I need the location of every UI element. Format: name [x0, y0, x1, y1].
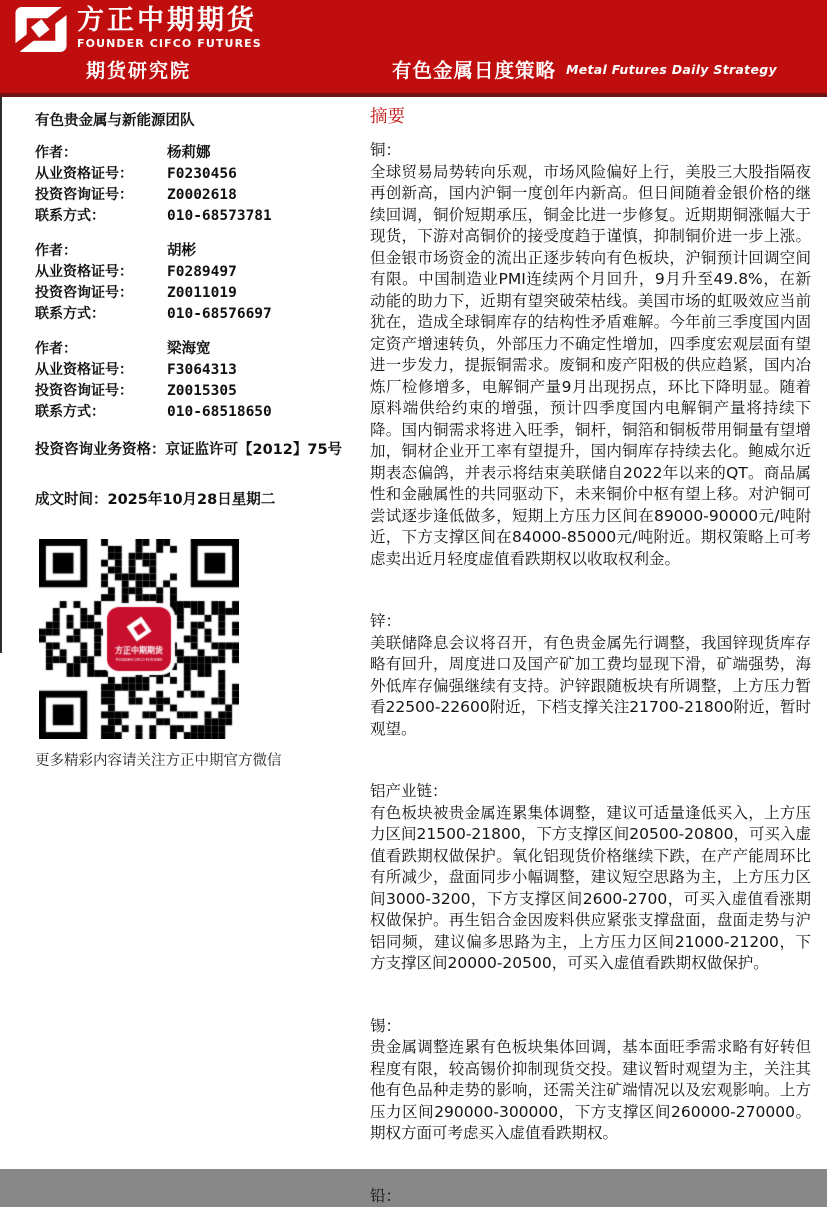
- field-value: Z0002618: [167, 188, 237, 203]
- author-row: [35, 188, 370, 203]
- field-value: 010-68576697: [167, 307, 272, 322]
- brand-text: [77, 6, 262, 50]
- field-value: 梁海宽: [167, 342, 211, 357]
- field-value: Z0011019: [167, 286, 237, 301]
- author-block: [35, 146, 370, 224]
- brand-block: [14, 6, 262, 53]
- author-row: [35, 384, 370, 399]
- qr-caption: 更多精彩内容请关注方正中期官方微信: [35, 749, 335, 770]
- field-label: 联系方式：: [35, 307, 167, 322]
- brand-name-cn: 方正中期期货: [77, 6, 262, 36]
- report-title-cn: 有色金属日度策略: [392, 55, 556, 83]
- author-row: [35, 265, 370, 280]
- field-value: F0230456: [167, 167, 237, 182]
- author-sidebar: [35, 107, 370, 1207]
- summary-section-aluminium: [370, 781, 811, 975]
- team-title: 有色贵金属与新能源团队: [35, 109, 370, 130]
- author-row: [35, 209, 370, 224]
- summary-section-lead: [370, 1186, 811, 1207]
- field-label: 从业资格证号：: [35, 167, 167, 182]
- division-title: 期货研究院: [86, 56, 191, 83]
- field-label: 联系方式：: [35, 405, 167, 420]
- section-title: 铅：: [370, 1186, 811, 1207]
- author-row: [35, 167, 370, 182]
- field-label: 从业资格证号：: [35, 363, 167, 378]
- summary-section-copper: [370, 140, 811, 570]
- section-body: 贵金属调整连累有色板块集体回调，基本面旺季需求略有好转但程度有限，较高锡价抑制现货交投。建议暂时观望为主，关注其他有色品种走势的影响，还需关注矿端情况以及宏观影响。上方压力区间290000-300000，下方支撑区间260000-270000。期权方面可考虑买入虚值看跌期权。: [370, 1037, 811, 1145]
- report-date: 成文时间：2025年10月28日星期二: [35, 488, 370, 509]
- section-title: 铜：: [370, 140, 811, 162]
- field-label: 作者：: [35, 342, 167, 357]
- field-label: 联系方式：: [35, 209, 167, 224]
- field-label: 投资咨询证号：: [35, 384, 167, 399]
- field-value: F0289497: [167, 265, 237, 280]
- field-label: 投资咨询证号：: [35, 188, 167, 203]
- author-row: [35, 405, 370, 420]
- founder-logo-icon: [14, 6, 68, 53]
- section-body: 有色板块被贵金属连累集体调整，建议可适量逢低买入，上方压力区间21500-21800，下方支撑区间20500-20800，可买入虚值看跌期权做保护。氧化铝现货价格继续下跌，在产产能周环比有所减少，盘面同步小幅调整，建议短空思路为主，上方压力区间3000-3200，下方支撑区间2600-2700，可买入虚值看涨期权做保护。再生铝合金因废料供应紧张支撑盘面，盘面走势与沪铝同频，建议偏多思路为主，上方压力区间21000-21200，下方支撑区间20000-20500，可买入虚值看跌期权做保护。: [370, 803, 811, 975]
- page-body: [0, 97, 827, 1207]
- author-block: [35, 244, 370, 322]
- brand-name-en: FOUNDER CIFCO FUTURES: [77, 37, 262, 50]
- summary-section-tin: [370, 1016, 811, 1145]
- section-body: 全球贸易局势转向乐观，市场风险偏好上行，美股三大股指隔夜再创新高，国内沪铜一度创年内新高。但日间随着金银价格的继续回调，铜价短期承压，铜金比进一步修复。近期期铜涨幅大于现货，下游对高铜价的接受度趋于谨慎，抑制铜价进一步上涨。但金银市场资金的流出正逐步转向有色板块，沪铜预计回调空间有限。中国制造业PMI连续两个月回升，9月升至49.8%，在新动能的助力下，近期有望突破荣枯线。美国市场的虹吸效应当前犹在，造成全球铜库存的结构性矛盾难解。今年前三季度国内固定资产增速转负，外部压力不确定性增加，四季度宏观层面有望进一步发力，提振铜需求。废铜和废产阳极的供应趋紧，国内冶炼厂检修增多，电解铜产量9月出现拐点，环比下降明显。随着原料端供给约束的增强，预计四季度国内电解铜产量将持续下降。国内铜需求将进入旺季，铜杆，铜箔和铜板带用铜量有望增加，铜材企业开工率有望提升，国内铜库存持续去化。鲍威尔近期表态偏鸽，并表示将结束美联储自2022年以来的QT。商品属性和金融属性的共同驱动下，未来铜价中枢有望上移。对沪铜可尝试逐步逢低做多，短期上方压力区间在89000-90000元/吨附近，下方支撑区间在84000-85000元/吨附近。期权策略上可考虑卖出近月轻度虚值看跌期权以收取权利金。: [370, 162, 811, 571]
- field-label: 作者：: [35, 146, 167, 161]
- field-value: 010-68518650: [167, 405, 272, 420]
- field-value: Z0015305: [167, 384, 237, 399]
- author-row: [35, 146, 370, 161]
- field-value: 010-68573781: [167, 209, 272, 224]
- author-row: [35, 244, 370, 259]
- field-label: 从业资格证号：: [35, 265, 167, 280]
- qr-block: [35, 539, 335, 770]
- field-label: 作者：: [35, 244, 167, 259]
- business-qualification: 投资咨询业务资格：京证监许可【2012】75号: [35, 440, 370, 460]
- header-band: [0, 0, 827, 97]
- scan-edge-artifact: [0, 97, 2, 653]
- author-row: [35, 342, 370, 357]
- report-title-en: Metal Futures Daily Strategy: [566, 62, 777, 77]
- field-value: F3064313: [167, 363, 237, 378]
- qr-code: [39, 539, 239, 739]
- summary-heading: 摘要: [370, 107, 811, 127]
- author-row: [35, 286, 370, 301]
- field-value: 杨莉娜: [167, 146, 211, 161]
- section-body: 美联储降息会议将召开，有色贵金属先行调整，我国锌现货库存略有回升，周度进口及国产矿加工费均显现下滑，矿端强势，海外低库存偏强继续有支持。沪锌跟随板块有所调整，上方压力暂看22500-22600附近，下档支撑关注21700-21800附近，暂时观望。: [370, 633, 811, 741]
- summary-section-zinc: [370, 611, 811, 740]
- author-block: [35, 342, 370, 420]
- field-value: 胡彬: [167, 244, 196, 259]
- section-title: 锡：: [370, 1016, 811, 1038]
- author-row: [35, 307, 370, 322]
- summary-column: [370, 107, 811, 1207]
- field-label: 投资咨询证号：: [35, 286, 167, 301]
- section-title: 铝产业链：: [370, 781, 811, 803]
- section-title: 锌：: [370, 611, 811, 633]
- author-row: [35, 363, 370, 378]
